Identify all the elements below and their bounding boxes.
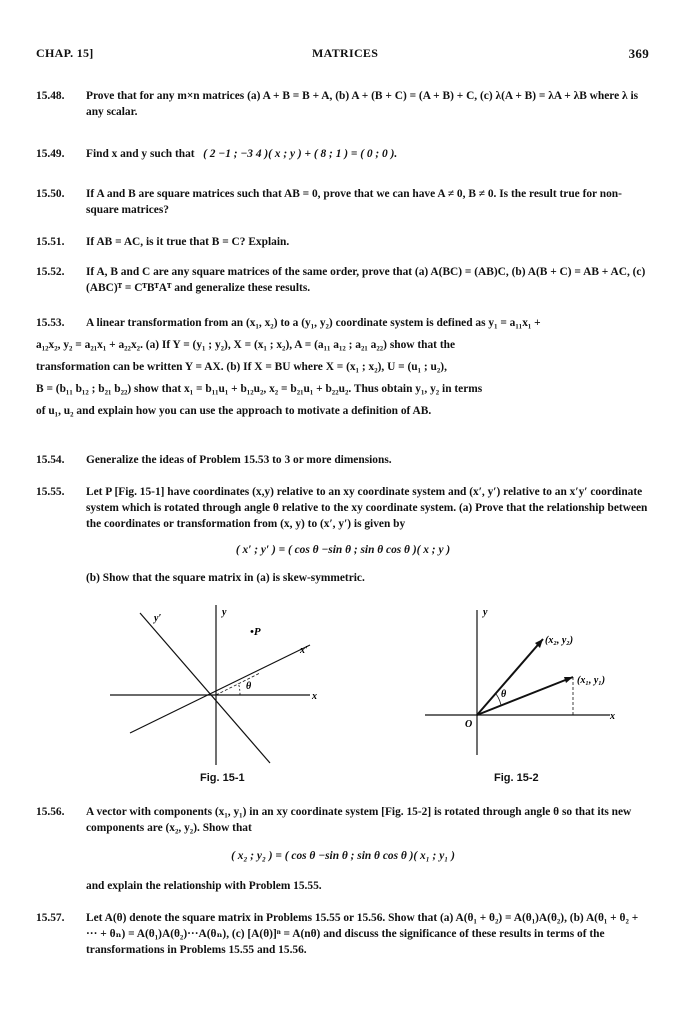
x-axis-label: x <box>610 711 615 722</box>
rotation-equation: ( x′ ; y′ ) = ( cos θ −sin θ ; sin θ cos θ )( x ; y ) <box>235 544 451 556</box>
problem-text: If A, B and C are any square matrices of the same order, prove that (a) A(BC) = (AB)C, (b) A(B + C) = AB + AC, (c) (ABC)ᵀ = CᵀBᵀAᵀ and generalize these results. <box>86 266 646 294</box>
figure-15-1 <box>110 605 340 765</box>
y-axis-label: y <box>483 607 488 618</box>
problem-text-line4: B = (b₁₁ b₁₂ ; b₂₁ b₂₂) show that x₁ = b₁₁u₁ + b₁₂u₂, x₂ = b₂₁u₁ + b₂₂u₂. Thus obtain y₁, y₂ in terms <box>36 383 483 395</box>
origin-label: O <box>465 719 473 730</box>
angle-label: θ <box>501 689 507 700</box>
problem-number: 15.56. <box>36 806 65 818</box>
problem-after-text: and explain the relationship with Problem 15.55. <box>86 880 322 892</box>
problem-text: Let A(θ) denote the square matrix in Problems 15.55 or 15.56. Show that (a) A(θ₁ + θ₂) = A(θ₁)A(θ₂), (b) A(θ₁ + θ₂ + ··· + θₙ) = A(θ₁)A(θ₂)···A(θₙ), (c) [A(θ)]ⁿ = A(nθ) and discuss the significance of these results in terms of the transformations in Problems 15.55 and 15.56. <box>86 912 639 956</box>
problem-text: If AB = AC, is it true that B = C? Explain. <box>86 236 290 248</box>
problem-15-57 <box>36 910 650 958</box>
problem-text-line3: transformation can be written Y = AX. (b) If X = BU where X = (x₁ ; x₂), U = (u₁ ; u₂), <box>36 361 447 373</box>
problem-15-50 <box>36 186 650 218</box>
problem-part-b: (b) Show that the square matrix in (a) is skew-symmetric. <box>86 572 365 584</box>
problem-15-52 <box>36 264 650 296</box>
problem-number: 15.52. <box>36 266 65 278</box>
problem-text: Generalize the ideas of Problem 15.53 to 3 or more dimensions. <box>86 454 392 466</box>
problem-15-53 <box>36 312 650 422</box>
figure-15-2-caption: Fig. 15-2 <box>494 772 539 784</box>
vector-2-label: (x₂, y₂) <box>545 635 574 646</box>
vector-1-label: (x₁, y₁) <box>577 675 606 686</box>
problem-number: 15.48. <box>36 90 65 102</box>
problem-text: A vector with components (x₁, y₁) in an xy coordinate system [Fig. 15-2] is rotated through angle θ so that its new components are (x₂, y₂). Show that <box>86 806 632 834</box>
point-p-label: •P <box>250 626 261 638</box>
problem-text: If A and B are square matrices such that AB = 0, prove that we can have A ≠ 0, B ≠ 0. Is the result true for non-square matrices? <box>86 188 622 216</box>
problem-text: Let P [Fig. 15-1] have coordinates (x,y) relative to an xy coordinate system and (x′, y′) relative to an x′y′ coordinate system which is rotated through angle θ relative to the xy coordinate system. (a) Prove that the relationship between the coordinates or transformation from (x, y) to (x′, y′) is given by <box>86 486 648 530</box>
angle-label: θ <box>246 681 252 692</box>
problem-number: 15.55. <box>36 486 65 498</box>
x-prime-axis-label: x′ <box>300 645 308 656</box>
problem-text-line1: A linear transformation from an (x₁, x₂) to a (y₁, y₂) coordinate system is defined as y₁ = a₁₁x₁ + <box>86 317 541 329</box>
rotation-equation: ( x₂ ; y₂ ) = ( cos θ −sin θ ; sin θ cos θ )( x₁ ; y₁ ) <box>231 850 455 862</box>
figure-15-2 <box>405 605 635 765</box>
chapter-title: MATRICES <box>312 46 379 60</box>
x-axis-label: x <box>312 691 317 702</box>
page-number: 369 <box>628 46 649 61</box>
y-axis-label: y <box>222 607 227 618</box>
problem-15-48 <box>36 88 650 120</box>
problem-text: Prove that for any m×n matrices (a) A + B = B + A, (b) A + (B + C) = (A + B) + C, (c) λ(A + B) = λA + λB where λ is any scalar. <box>86 90 639 118</box>
y-prime-axis-label: y′ <box>154 613 162 624</box>
problem-number: 15.50. <box>36 188 65 200</box>
problem-number: 15.51. <box>36 236 65 248</box>
problem-number: 15.57. <box>36 912 65 924</box>
equation: ( 2 −1 ; −3 4 )( x ; y ) + ( 8 ; 1 ) = ( 0 ; 0 ). <box>203 148 398 161</box>
problem-text: Find x and y such that <box>86 148 195 160</box>
problem-15-55 <box>36 484 650 586</box>
figure-15-1-caption: Fig. 15-1 <box>200 772 245 784</box>
problem-15-56 <box>36 804 650 894</box>
problem-15-54 <box>36 452 650 468</box>
problem-text-line2: a₁₂x₂, y₂ = a₂₁x₁ + a₂₂x₂. (a) If Y = (y₁ ; y₂), X = (x₁ ; x₂), A = (a₁₁ a₁₂ ; a₂₁ a₂₂) show that the <box>36 339 455 351</box>
chapter-header: CHAP. 15] <box>36 46 94 60</box>
problem-number: 15.54. <box>36 454 65 466</box>
problem-text-line5: of u₁, u₂ and explain how you can use the approach to motivate a definition of AB. <box>36 405 432 417</box>
problem-number: 15.49. <box>36 148 65 160</box>
problem-15-49 <box>36 146 650 162</box>
problem-number: 15.53. <box>36 317 65 329</box>
problem-15-51 <box>36 234 650 250</box>
